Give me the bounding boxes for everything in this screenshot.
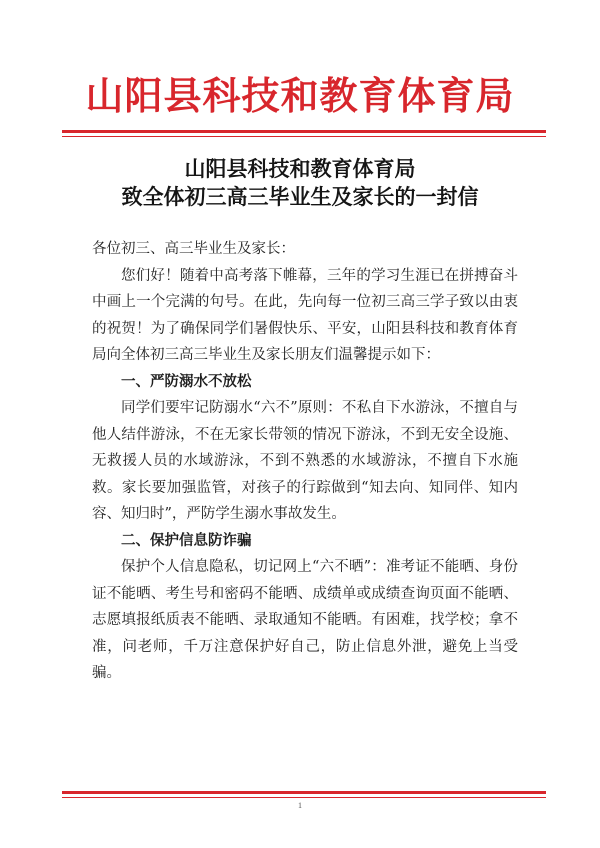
intro-paragraph: 您们好！随着中高考落下帷幕，三年的学习生涯已在拼搏奋斗中画上一个完满的句号。在此，先向每一位初三高三学子致以由衷的祝贺！为了确保同学们暑假快乐、平安，山阳县科技和教育体育局向全体初三高三毕业生及家长朋友们温馨提示如下： [92, 267, 518, 363]
footer-rule-thick [62, 791, 546, 794]
section-body-privacy: 保护个人信息隐私，切记网上“六不晒”：准考证不能晒、身份证不能晒、考生号和密码不能晒、成绩单或成绩查询页面不能晒、志愿填报纸质表不能晒、录取通知不能晒。有困难，找学校；拿不准，问老师，千万注意保护好自己，防止信息外泄，避免上当受骗。 [92, 559, 518, 681]
section-heading-privacy: 二、保护信息防诈骗 [121, 532, 252, 549]
page-number: 1 [298, 801, 302, 810]
footer-rule-thin [62, 797, 546, 798]
salutation: 各位初三、高三毕业生及家长： [92, 241, 295, 257]
section-heading-drowning: 一、严防溺水不放松 [121, 373, 252, 390]
masthead-rule-thin [62, 136, 546, 137]
letter-title-line1: 山阳县科技和教育体育局 [184, 157, 416, 181]
masthead-org-name: 山阳县科技和教育体育局 [85, 73, 515, 118]
masthead-rule-thick [62, 130, 546, 133]
letter-body [92, 236, 518, 687]
section-body-drowning: 同学们要牢记防溺水“六不”原则：不私自下水游泳，不擅自与他人结伴游泳，不在无家长带领的情况下游泳，不到无安全设施、无救援人员的水域游泳，不到不熟悉的水域游泳，不擅自下水施救。家长要加强监管，对孩子的行踪做到“知去向、知同伴、知内容、知归时”，严防学生溺水事故发生。 [92, 400, 518, 522]
letter-title-line2: 致全体初三高三毕业生及家长的一封信 [121, 185, 479, 209]
